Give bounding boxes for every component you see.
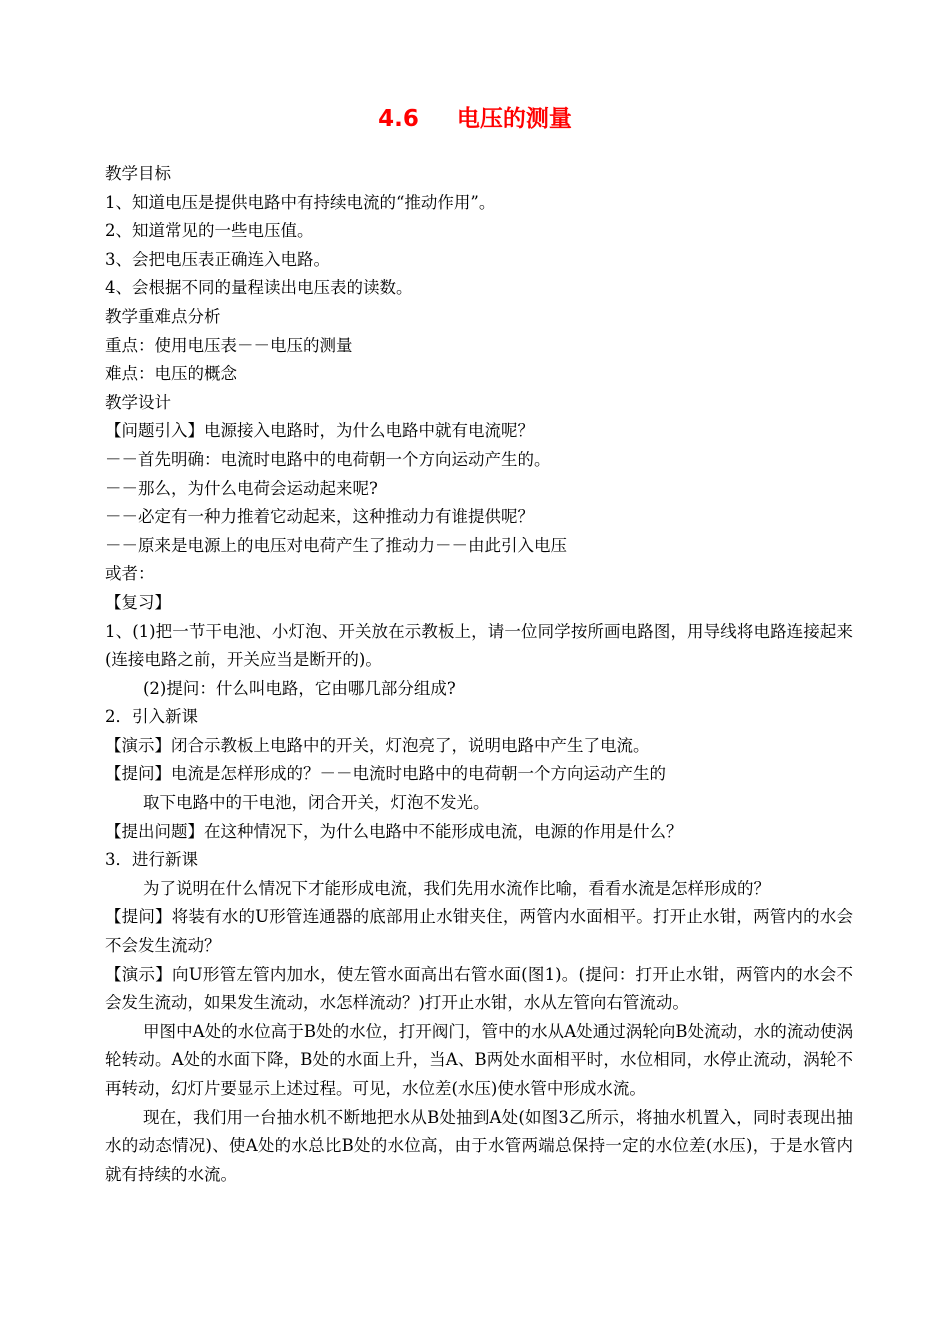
paragraph: 为了说明在什么情况下才能形成电流，我们先用水流作比喻，看看水流是怎样形成的？	[143, 878, 770, 898]
problem-line: 【提出问题】在这种情况下，为什么电路中不能形成电流，电源的作用是什么？	[105, 821, 683, 841]
paragraph: 现在，我们用一台抽水机不断地把水从B处抽到A处(如图3乙所示，将抽水机置入，同时表现出抽水的动态情况)、使A处的水总比B处的水位高，由于水管两端总保持一定的水位差(水压)，于是水管内就有持续的水流。	[105, 1107, 853, 1184]
intro-question: 【问题引入】电源接入电路时，为什么电路中就有电流呢？	[105, 421, 534, 441]
objective-item: 4、会根据不同的量程读出电压表的读数。	[105, 278, 413, 298]
objective-item: 1、知道电压是提供电路中有持续电流的“推动作用”。	[105, 192, 496, 212]
intro-line: －－必定有一种力推着它动起来，这种推动力有谁提供呢？	[105, 507, 534, 527]
review-item: 1、(1)把一节干电池、小灯泡、开关放在示教板上，请一位同学按所画电路图，用导线将电路连接起来(连接电路之前，开关应当是断开的)。	[105, 621, 853, 670]
section-heading: 3．进行新课	[105, 850, 198, 870]
or-line: 或者：	[105, 564, 155, 584]
demo-paragraph: 【演示】向U形管左管内加水，使左管水面高出右管水面(图1)。(提问：打开止水钳，两管内的水会不会发生流动，如果发生流动，水怎样流动？)打开止水钳，水从左管向右管流动。	[105, 964, 853, 1013]
title-text: 电压的测量	[456, 106, 572, 132]
paragraph: 甲图中A处的水位高于B处的水位，打开阀门，管中的水从A处通过涡轮向B处流动，水的流动使涡轮转动。A处的水面下降，B处的水面上升，当A、B两处水面相平时，水位相同，水停止流动，涡轮不再转动，幻灯片要显示上述过程。可见，水位差(水压)使水管中形成水流。	[105, 1021, 853, 1098]
review-heading: 【复习】	[105, 592, 171, 612]
key-point: 重点：使用电压表－－电压的测量	[105, 335, 353, 355]
intro-line: －－那么，为什么电荷会运动起来呢?	[105, 478, 378, 498]
section-heading: 2．引入新课	[105, 707, 198, 727]
ask-continuation: 取下电路中的干电池，闭合开关，灯泡不发光。	[143, 793, 490, 813]
section-number: 4.6	[378, 106, 419, 132]
ask-paragraph: 【提问】将装有水的U形管连通器的底部用止水钳夹住，两管内水面相平。打开止水钳，两管内的水会不会发生流动？	[105, 907, 853, 956]
objective-item: 2、知道常见的一些电压值。	[105, 221, 314, 241]
demo-line: 【演示】闭合示教板上电路中的开关，灯泡亮了，说明电路中产生了电流。	[105, 735, 650, 755]
difficult-point: 难点：电压的概念	[105, 364, 237, 384]
heading-design: 教学设计	[105, 392, 171, 412]
heading-objectives: 教学目标	[105, 164, 171, 183]
document-body	[105, 160, 853, 1189]
page-title	[0, 102, 950, 136]
review-question: (2)提问：什么叫电路，它由哪几部分组成?	[143, 678, 456, 698]
intro-line: －－首先明确：电流时电路中的电荷朝一个方向运动产生的。	[105, 449, 551, 469]
ask-line: 【提问】电流是怎样形成的？－－电流时电路中的电荷朝一个方向运动产生的	[105, 764, 666, 784]
intro-line: －－原来是电源上的电压对电荷产生了推动力－－由此引入电压	[105, 535, 567, 555]
heading-key-points: 教学重难点分析	[105, 306, 221, 326]
objective-item: 3、会把电压表正确连入电路。	[105, 249, 330, 269]
